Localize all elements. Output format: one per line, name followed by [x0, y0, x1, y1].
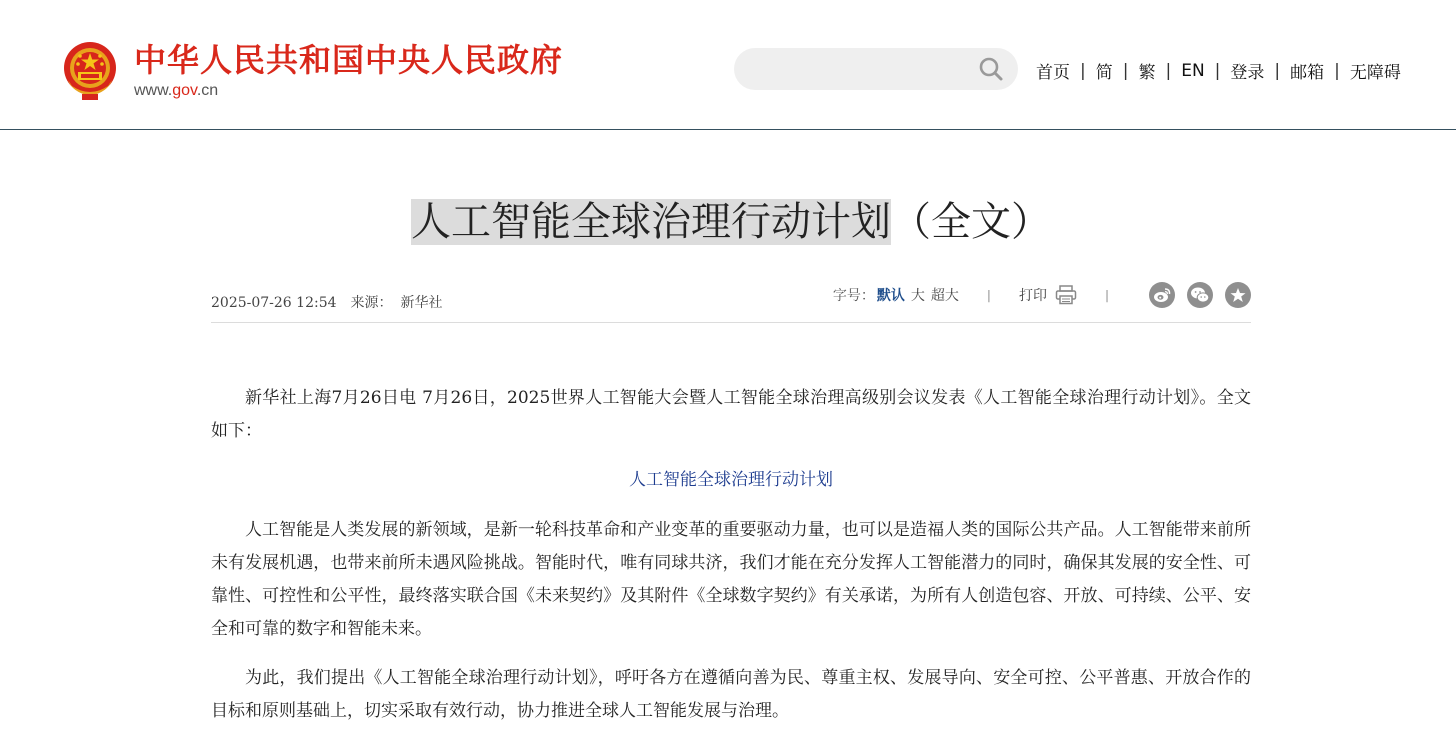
- article-title-suffix: （全文）: [891, 199, 1051, 245]
- article-paragraph: 新华社上海7月26日电 7月26日，2025世界人工智能大会暨人工智能全球治理高级别会议发表《人工智能全球治理行动计划》。全文如下：: [211, 388, 1251, 441]
- article-meta-bar: [211, 278, 1251, 323]
- nav-english-link[interactable]: EN: [1181, 60, 1205, 81]
- site-domain-suffix: .cn: [196, 82, 219, 99]
- site-title: 中华人民共和国中央人民政府: [134, 41, 564, 79]
- article-meta: [211, 292, 443, 312]
- search-icon[interactable]: [978, 56, 1004, 82]
- nav-home-link[interactable]: 首页: [1036, 63, 1070, 83]
- site-domain-mid: gov: [172, 82, 197, 99]
- source-label: 来源：: [350, 295, 393, 311]
- site-logo[interactable]: [62, 40, 563, 102]
- favorite-star-icon[interactable]: [1225, 282, 1251, 308]
- nav-separator: |: [1080, 60, 1086, 81]
- nav-login-link[interactable]: 登录: [1230, 63, 1265, 83]
- site-domain: [134, 82, 563, 100]
- font-size-large-option[interactable]: 大: [910, 288, 925, 304]
- top-navigation: [1036, 58, 1401, 83]
- article-paragraph: 人工智能是人类发展的新领域，是新一轮科技革命和产业变革的重要驱动力量，也可以是造福人类的国际公共产品。人工智能带来前所未有发展机遇，也带来前所未遇风险挑战。智能时代，唯有同球共济，我们才能在充分发挥人工智能潜力的同时，确保其发展的安全性、可靠性、可控性和公平性，最终落实联合国《未来契约》及其附件《全球数字契约》有关承诺，为所有人创造包容、开放、可持续、公平、安全和可靠的数字和智能未来。: [211, 520, 1251, 639]
- wechat-icon[interactable]: [1187, 282, 1213, 308]
- site-domain-prefix: www.: [134, 82, 173, 99]
- nav-separator: |: [1122, 60, 1129, 81]
- font-size-default-option[interactable]: 默认: [876, 288, 905, 304]
- tool-divider: |: [1104, 288, 1109, 302]
- search-input[interactable]: [734, 48, 1018, 90]
- nav-separator: |: [1214, 60, 1221, 81]
- article-title-highlighted: 人工智能全球治理行动计划: [411, 199, 891, 245]
- article-subheading: 人工智能全球治理行动计划: [629, 470, 833, 490]
- font-size-xlarge-option[interactable]: 超大: [930, 288, 959, 304]
- printer-icon: [1055, 285, 1077, 305]
- print-label: 打印: [1018, 288, 1047, 304]
- national-emblem-icon: [62, 40, 118, 102]
- article-tools: [833, 282, 1251, 308]
- weibo-icon[interactable]: [1149, 282, 1175, 308]
- font-size-label: 字号：: [832, 288, 875, 304]
- nav-separator: |: [1274, 60, 1281, 81]
- nav-simplified-link[interactable]: 简: [1095, 63, 1113, 83]
- print-button[interactable]: [1019, 285, 1077, 305]
- site-header: [0, 0, 1456, 130]
- nav-separator: |: [1165, 60, 1172, 81]
- nav-traditional-link[interactable]: 繁: [1138, 63, 1156, 83]
- tool-divider: |: [986, 288, 991, 302]
- article-body: [211, 382, 1251, 744]
- publish-date: 2025-07-26 12:54: [211, 295, 337, 311]
- article-paragraph: 为此，我们提出《人工智能全球治理行动计划》，呼吁各方在遵循向善为民、尊重主权、发展导向、安全可控、公平普惠、开放合作的目标和原则基础上，切实采取有效行动，协力推进全球人工智能发展与治理。: [211, 668, 1251, 721]
- nav-accessibility-link[interactable]: 无障碍: [1349, 63, 1401, 83]
- article-title: [211, 192, 1251, 252]
- nav-separator: |: [1334, 60, 1340, 81]
- nav-mail-link[interactable]: 邮箱: [1290, 63, 1325, 83]
- source-name: 新华社: [400, 295, 443, 311]
